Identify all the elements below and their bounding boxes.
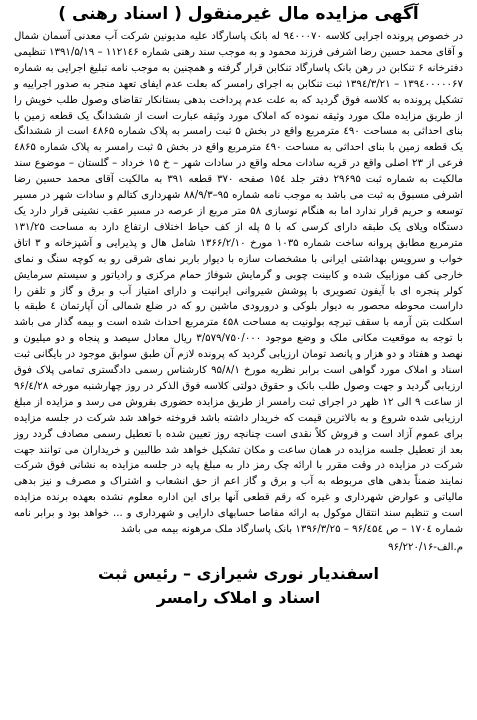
reference-number: م.الف-۹۶/۲۲۰/۱۶	[388, 542, 463, 553]
notice-body: در خصوص پرونده اجرایی کلاسه ۹٤٠٠٠٧٠ له بانک پاسارگاد علیه مدیونین شرکت آب معدنی آسمان شمال و آقای محمد حسین رضا اشرفی فرزند محمود و به موجب سند رهنی شماره ۱۱۲۱٤۶ – ۱۳۹۱/۵/۱۹ تنظیمی دفترخانه ۶ تنکابن در رهن بانک پاسارگاد تنکابن قرار گرفته و همچنین به موجب نامه تبلیغ اجرایی به شماره ۱۳۹٤٠٠٠٠٠۶۷ – ۱۳۹٤/۳/۲۱ ثبت تنکابن به اجرای رامسر که بعلت عدم ایفای تعهد منجر به صدور اجراییه و تشکیل پرونده به کلاسه فوق گردید که به علت عدم پرداخت بدهی بستانکار تقاضای وصول طلب خویش را از طریق مزایده ملک مورد وثیقه نموده که املاک مورد وثیقه عبارت است از ششدانگ یک قطعه زمین با بنای احداثی به مساحت ٤۹۰ مترمربع واقع در بخش ۵ ثبت رامسر به پلاک شماره ٤۸۶۵ است از ششدانگ یک قطعه زمین با بنای احداثی به مساحت ٤۹۰ مترمربع واقع در بخش ۵ ثبت رامسر به پلاک شماره ٤۸۶۵ فرعی از ۲۳ اصلی واقع در قریه سادات محله واقع در سادات شهر – خ ۱۵ خرداد – گلستان – موضوع سند مالکیت به شماره ثبت ۲۹۶۹۵ دفتر جلد ۱۵٤ صفحه ۳۷۰ قطعه ۳۹۱ به مالکیت آقای محمد حسین رضا اشرفی مسبوق به ثبت می باشد به موجب نامه شماره ۹۵–۸۸/۹/۳ شهرداری کتالم و سادات شهر در مسیر توسعه و حریم قرار ندارد اما به هنگام نوسازی ۵۸ متر مربع از عرصه در مسیر عقب نشینی قرار دارد یک دستگاه ویلای یک طبقه دارای کرسی که با ۵ پله از کف حیاط اختلاف ارتفاع دارد به مساحت ۱۳۱/۲۵ مترمربع مطابق پروانه ساخت شماره ۱۰۳۵ مورخ ۱۳۶۶/۲/۱۰ شامل هال و پذیرایی و آشپزخانه و ۳ اتاق خواب و سرویس بهداشتی ایرانی با مشخصات سازه با دیوار باربر نمای شرقی رو به کوچه سنگ و نمای خارجی کف موزاییک شده و کابینت چوبی و گرمایش شوفاژ حمام مرکزی و رادیاتور و سیستم سرمایش کولر پنجره ای با آیفون تصویری با پوشش شیروانی ایرانیت و دارای امتیاز آب و برق و گاز و تلفن را داراست محوطه محصور به دیوار بلوکی و درورودی ماشین رو که در ضلع شمالی آن آپارتمان ٤ طبقه با اسکلت بتن آرمه با سقف تیرچه بولونیت به مساحت ٤۵۸ مترمربع احداث شده است و بیمه گذار می باشد با توجه به موقعیت مکانی ملک و وضع موجود ۳/۵۷۹/۷۵۰/۰۰۰ ریال معادل سیصد و پنجاه و دو میلیون و نهصد و هفتاد و دو هزار و پانصد تومان ارزیابی گردید که پرونده لازم آن طبق سوابق موجود در بایگانی ثبت اسناد و املاک مورد گواهی است برابر نظریه مورخ ۹۵/۸/۱ کارشناس رسمی دادگستری تمامی پلاک فوق ارزیابی گردید و جهت وصول طلب بانک و حقوق دولتی کلاسه فوق الذکر در روز چهارشنبه مورخه ۹۶/٤/۲۸ از ساعت ۹ الی ۱۲ ظهر در اجرای ثبت رامسر از طریق مزایده حضوری بفروش می رسد و مزایده از مبلغ ارزیابی شده شروع و به بالاترین قیمت که خریدار داشته باشد فروخته خواهد شد شرکت در جلسه مزایده برای عموم آزاد است و فروش کلاً نقدی است چنانچه روز تعیین شده با تعطیل رسمی مصادف گردد روز بعد از تعطیل جلسه مزایده در همان ساعت و مکان تشکیل خواهد شد طالبین و خریداران می توانند جهت شرکت در مزایده در وقت مقرر با ارائه چک رمز دار به مبلغ پایه در جلسه مزایده به نشانی فوق شرکت نمایند ضمناً بدهی های مربوطه به آب و برق و گاز اعم از حق انشعاب و اشتراک و مصرف و نیز بدهی مالیاتی و عوارض شهرداری و غیره که رقم قطعی آنها برای این اداره معلوم نشده بعهده برنده مزایده است و تنظیم سند انتقال موکول به ارائه مفاصا حسابهای دارایی و شهرداری و ... خواهد بود و برابر نامه شماره ۱۷۰٤ – ص ۹۶/٤۵٤ – ۱۳۹۶/۳/۲۵ بانک پاسارگاد ملک مرهونه بیمه می باشد	[14, 31, 464, 536]
notice-title: آگهی مزایده مال غیرمنقول ( اسناد رهنی )	[58, 4, 419, 24]
signature-name: اسفندیار نوری شیرازی – رئیس ثبت	[98, 564, 379, 583]
signature-block	[14, 562, 463, 610]
signature-office: اسناد و املاک رامسر	[156, 588, 321, 607]
